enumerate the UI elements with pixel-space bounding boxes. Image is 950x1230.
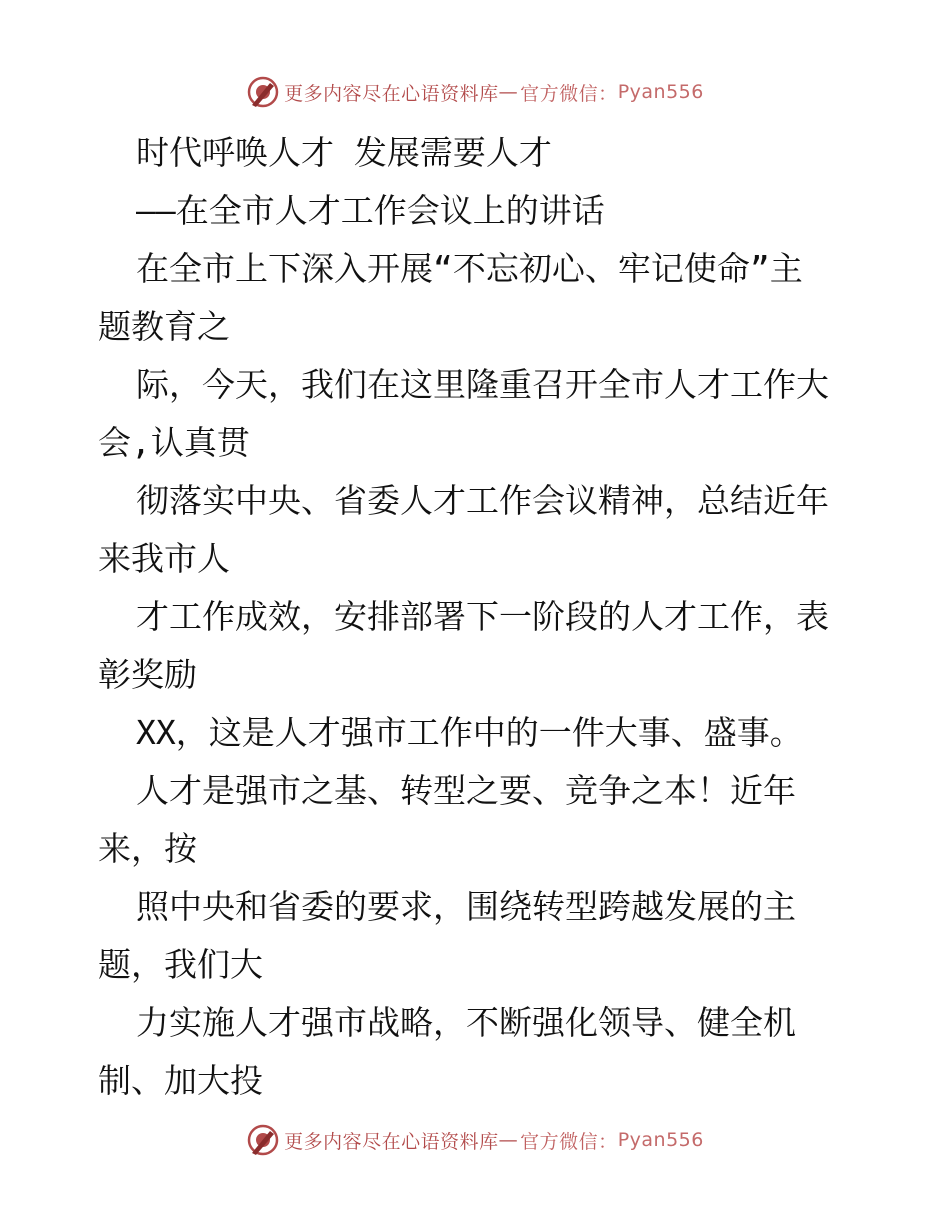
paragraph-tail: 来我市人 bbox=[98, 539, 230, 578]
footer-banner bbox=[0, 1120, 950, 1160]
wechat-account: Pyan556 bbox=[617, 81, 704, 103]
paragraph-tail: 会,认真贯 bbox=[98, 423, 250, 462]
paragraph bbox=[98, 704, 878, 762]
document-subtitle: ——在全市人才工作会议上的讲话 bbox=[136, 191, 605, 230]
pen-seal-icon bbox=[246, 1123, 280, 1157]
paragraph bbox=[98, 588, 878, 704]
paragraph-line: XX，这是人才强市工作中的一件大事、盛事。 bbox=[136, 713, 803, 752]
banner-dash: — bbox=[498, 81, 519, 103]
paragraph-line: 在全市上下深入开展“不忘初心、牢记使命”主 bbox=[136, 249, 803, 288]
banner-dash: — bbox=[498, 1129, 519, 1151]
paragraph-line: 才工作成效，安排部署下一阶段的人才工作，表 bbox=[136, 597, 829, 636]
header-banner bbox=[0, 72, 950, 112]
paragraph-line: 际，今天，我们在这里隆重召开全市人才工作大 bbox=[136, 365, 829, 404]
wechat-label: 官方微信： bbox=[520, 82, 618, 105]
document-body bbox=[98, 124, 878, 1110]
pen-seal-icon bbox=[246, 75, 280, 109]
paragraph bbox=[98, 240, 878, 356]
paragraph bbox=[98, 878, 878, 994]
paragraph-line: 彻落实中央、省委人才工作会议精神，总结近年 bbox=[136, 481, 829, 520]
paragraph bbox=[98, 472, 878, 588]
paragraph-line: 照中央和省委的要求，围绕转型跨越发展的主 bbox=[136, 887, 796, 926]
paragraph-tail: 来，按 bbox=[98, 829, 197, 868]
document-title: 时代呼唤人才 发展需要人才 bbox=[136, 133, 552, 172]
banner-text: 更多内容尽在心语资料库 bbox=[284, 1130, 499, 1153]
paragraph-line: 力实施人才强市战略，不断强化领导、健全机 bbox=[136, 1003, 796, 1042]
paragraph-line: 人才是强市之基、转型之要、竞争之本！近年 bbox=[136, 771, 796, 810]
paragraph-tail: 制、加大投 bbox=[98, 1061, 263, 1100]
wechat-label: 官方微信： bbox=[520, 1130, 618, 1153]
paragraph bbox=[98, 994, 878, 1110]
paragraph bbox=[98, 356, 878, 472]
paragraph-tail: 题教育之 bbox=[98, 307, 230, 346]
paragraph bbox=[98, 762, 878, 878]
paragraph-tail: 题，我们大 bbox=[98, 945, 263, 984]
wechat-account: Pyan556 bbox=[617, 1129, 704, 1151]
paragraph-tail: 彰奖励 bbox=[98, 655, 197, 694]
banner-text: 更多内容尽在心语资料库 bbox=[284, 82, 499, 105]
